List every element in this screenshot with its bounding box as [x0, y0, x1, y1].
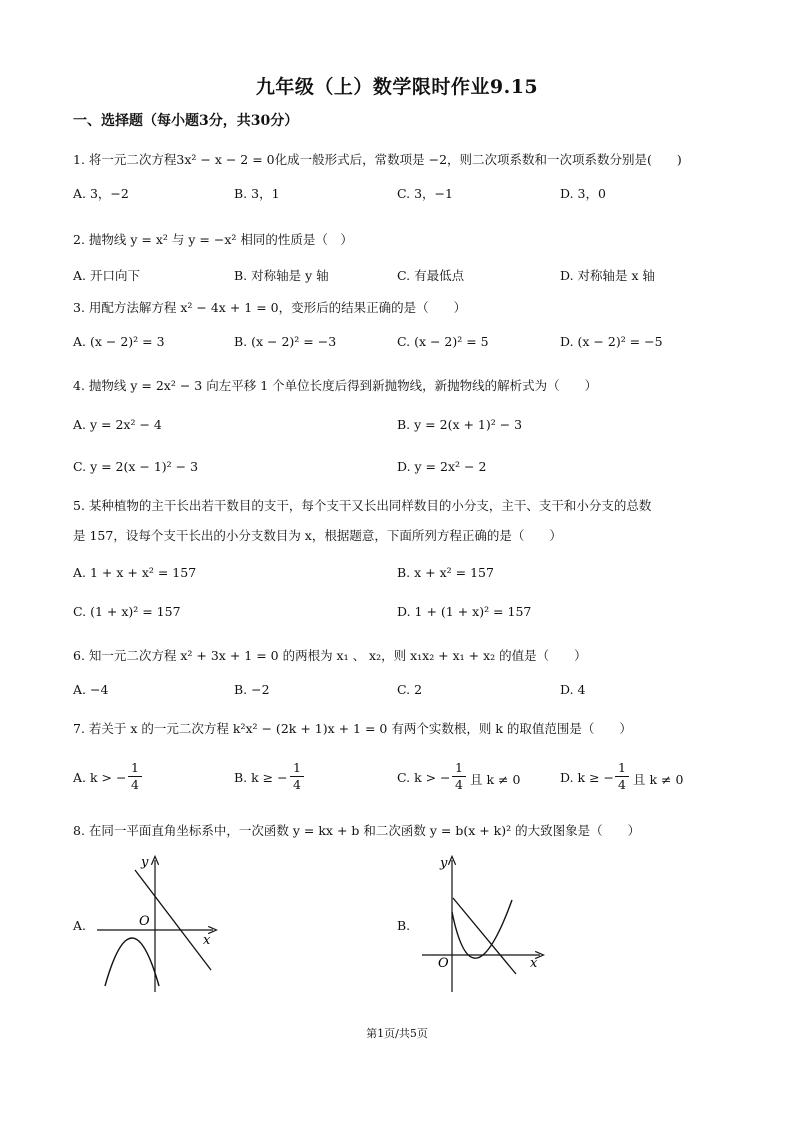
question-7-stem: 7. 若关于 x 的一元二次方程 k²x² − (2k + 1)x + 1 = 0 有两个实数根，则 k 的取值范围是（ ）	[73, 721, 632, 736]
origin-label: O	[438, 956, 449, 971]
section-header: 一、选择题（每小题3分，共30分）	[73, 113, 299, 129]
origin-label: O	[139, 914, 150, 929]
question-1-stem: 1. 将一元二次方程3x² − x − 2 = 0化成一般形式后，常数项是 −2，则二次项系数和一次项系数分别是( )	[73, 152, 682, 167]
parabola-curve	[105, 938, 159, 986]
parabola-curve	[452, 900, 512, 958]
q8-option-b[interactable]: B.	[397, 918, 411, 933]
q7-option-c[interactable]	[397, 770, 451, 785]
question-3-stem: 3. 用配方法解方程 x² − 4x + 1 = 0，变形后的结果正确的是（ ）	[73, 300, 467, 315]
q6-option-a[interactable]: A. −4	[73, 682, 109, 697]
q2-option-d[interactable]: D. 对称轴是 x 轴	[560, 268, 656, 283]
x-axis-label: x	[530, 956, 538, 971]
q4-option-c[interactable]: C. y = 2(x − 1)² − 3	[73, 459, 199, 474]
question-2-stem: 2. 抛物线 y = x² 与 y = −x² 相同的性质是（ ）	[73, 232, 353, 247]
q8-option-a[interactable]: A.	[73, 918, 87, 933]
q6-option-d[interactable]: D. 4	[560, 682, 586, 697]
q8-graph-a[interactable]	[95, 850, 225, 995]
page-number: 第1页/共5页	[366, 1027, 428, 1040]
question-8-stem: 8. 在同一平面直角坐标系中，一次函数 y = kx + b 和二次函数 y = b(x + k)² 的大致图象是（ ）	[73, 823, 641, 838]
q8-graph-b[interactable]	[420, 850, 550, 995]
q4-option-b[interactable]: B. y = 2(x + 1)² − 3	[397, 417, 523, 432]
y-axis-label: y	[440, 856, 448, 871]
question-5-stem-line2: 是 157，设每个支干长出的小分支数目为 x，根据题意，下面所列方程正确的是（ ）	[73, 528, 562, 543]
q5-option-d[interactable]: D. 1 + (1 + x)² = 157	[397, 604, 532, 619]
fraction-numerator: 1	[128, 760, 142, 777]
q7-a-fraction	[128, 760, 142, 793]
q1-option-c[interactable]: C. 3，−1	[397, 186, 453, 201]
q4-option-a[interactable]: A. y = 2x² − 4	[73, 417, 162, 432]
fraction-denominator: 4	[293, 777, 301, 792]
q3-option-b[interactable]: B. (x − 2)² = −3	[234, 334, 337, 349]
fraction-numerator: 1	[615, 760, 629, 777]
fraction-denominator: 4	[131, 777, 139, 792]
q5-option-b[interactable]: B. x + x² = 157	[397, 565, 494, 580]
q7-option-a-label: A. k > −	[73, 770, 127, 785]
q7-b-fraction	[290, 760, 304, 793]
fraction-denominator: 4	[455, 777, 463, 792]
q2-option-a[interactable]: A. 开口向下	[73, 268, 140, 283]
q1-option-b[interactable]: B. 3，1	[234, 186, 280, 201]
q7-option-b[interactable]	[234, 770, 288, 785]
q6-option-c[interactable]: C. 2	[397, 682, 423, 697]
q7-d-suffix: 且 k ≠ 0	[633, 772, 684, 787]
page-title: 九年级（上）数学限时作业9.15	[255, 76, 539, 98]
line-graph	[453, 898, 516, 974]
q1-option-a[interactable]: A. 3，−2	[73, 186, 129, 201]
q7-option-a[interactable]	[73, 770, 126, 785]
q5-option-a[interactable]: A. 1 + x + x² = 157	[73, 565, 197, 580]
fraction-denominator: 4	[618, 777, 626, 792]
y-axis-label: y	[141, 855, 149, 870]
q7-option-b-label: B. k ≥ −	[234, 770, 288, 785]
q1-option-d[interactable]: D. 3，0	[560, 186, 606, 201]
q7-option-d[interactable]	[560, 770, 614, 785]
q5-option-c[interactable]: C. (1 + x)² = 157	[73, 604, 181, 619]
q7-c-suffix: 且 k ≠ 0	[470, 772, 521, 787]
q3-option-d[interactable]: D. (x − 2)² = −5	[560, 334, 663, 349]
q3-option-c[interactable]: C. (x − 2)² = 5	[397, 334, 489, 349]
fraction-numerator: 1	[452, 760, 466, 777]
q6-option-b[interactable]: B. −2	[234, 682, 270, 697]
x-axis-label: x	[203, 933, 211, 948]
q7-option-d-label: D. k ≥ −	[560, 770, 614, 785]
question-4-stem: 4. 抛物线 y = 2x² − 3 向左平移 1 个单位长度后得到新抛物线，新抛物线的解析式为（ ）	[73, 378, 598, 393]
q3-option-a[interactable]: A. (x − 2)² = 3	[73, 334, 165, 349]
fraction-numerator: 1	[290, 760, 304, 777]
q7-option-c-label: C. k > −	[397, 770, 451, 785]
q7-d-fraction	[615, 760, 629, 793]
q2-option-c[interactable]: C. 有最低点	[397, 268, 465, 283]
question-5-stem-line1: 5. 某种植物的主干长出若干数目的支干，每个支干又长出同样数目的小分支，主干、支干和小分支的总数	[73, 498, 652, 513]
q7-c-fraction	[452, 760, 466, 793]
question-6-stem: 6. 知一元二次方程 x² + 3x + 1 = 0 的两根为 x₁ 、 x₂，则 x₁x₂ + x₁ + x₂ 的值是（ ）	[73, 648, 587, 663]
q2-option-b[interactable]: B. 对称轴是 y 轴	[234, 268, 329, 283]
q4-option-d[interactable]: D. y = 2x² − 2	[397, 459, 487, 474]
